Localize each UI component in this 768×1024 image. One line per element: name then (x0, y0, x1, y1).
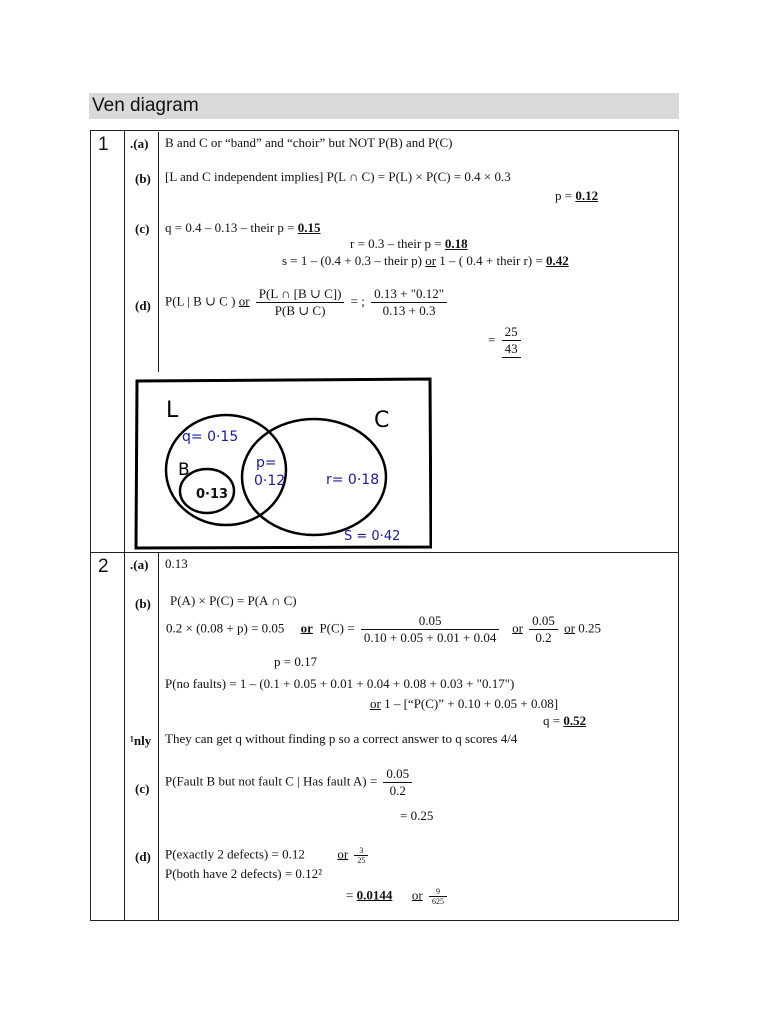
page-title: Ven diagram (89, 93, 679, 119)
table-right-border (678, 130, 679, 920)
or-word: or (411, 887, 423, 903)
answer-2b-line6 (543, 713, 586, 729)
fraction-denominator: 625 (431, 897, 444, 906)
answer-1b: [L and C independent implies] P(L ∩ C) = P(L) × P(C) = 0.4 × 0.3 (165, 169, 511, 184)
answer-2a: 0.13 (165, 556, 188, 571)
part-label-1c: (c) (135, 221, 150, 236)
fraction-denominator: 0.2 (389, 783, 406, 798)
fraction-2c (383, 766, 412, 799)
venn-value-inner: 0·13 (196, 487, 229, 502)
answer-2d-line1 (165, 846, 371, 865)
fraction-numerator: 0.13 + "0.12" (371, 286, 447, 303)
answer-1c-line2 (350, 236, 468, 252)
fraction-numerator: 0.05 (361, 613, 500, 630)
part-label-2b: (b) (135, 596, 151, 611)
note-text: They can get q without finding p so a correct answer to q scores 4/4 (165, 731, 518, 746)
table-bottom-border (90, 920, 679, 921)
pc-value: 0.25 (578, 620, 602, 636)
venn-value-r: r= 0·18 (326, 472, 380, 488)
fraction-numeric (371, 286, 447, 319)
or-word: or (370, 696, 381, 711)
column-divider (124, 130, 125, 920)
r-expression: r = 0.3 – their p = (350, 236, 445, 251)
fraction-small (354, 846, 368, 865)
part-label-1a: .(a) (130, 136, 149, 151)
alt-expression: 1 – [“P(C)” + 0.10 + 0.05 + 0.08] (380, 696, 559, 711)
answer-1c-line1 (165, 220, 321, 236)
equals-sign: = (346, 887, 357, 903)
q-value: 0.52 (563, 713, 587, 728)
q-expression: q = (543, 713, 564, 728)
question-number-1: 1 (98, 134, 109, 155)
answer-1d-result (488, 324, 524, 358)
q-value: 0.15 (297, 220, 321, 235)
part-label-2a: .(a) (130, 557, 149, 572)
conditional-prob: P(Fault B but not fault C | Has fault A) = (165, 773, 378, 789)
conditional-prob: P(L | B ∪ C ) (165, 293, 239, 309)
venn-label-C: C (374, 408, 390, 433)
or-word: or (300, 620, 313, 636)
venn-label-L: L (166, 398, 179, 423)
answer-1b-result (555, 188, 598, 204)
fraction-numerator: 25 (502, 324, 521, 341)
answer-2c-line2: = 0.25 (400, 808, 434, 823)
s-expression-b: 1 – ( 0.4 + their r) = (436, 253, 547, 268)
answer-2d-line3 (346, 887, 450, 906)
equals-sign: = (488, 331, 496, 347)
result-prefix: p = (555, 188, 576, 203)
venn-diagram (134, 377, 432, 550)
fraction-numerator: 0.05 (529, 613, 558, 630)
venn-value-p: 0·12 (254, 473, 286, 489)
fraction-alt (529, 613, 558, 646)
fraction-numerator: 0.05 (383, 766, 412, 783)
equation-p: 0.2 × (0.08 + p) = 0.05 (166, 620, 285, 636)
equals-separator: = ; (350, 293, 365, 309)
parts-divider-q2 (158, 553, 159, 920)
or-word: or (512, 620, 523, 636)
note-label: ¹nly (130, 733, 152, 748)
fraction-general (256, 286, 345, 319)
fraction-numerator: P(L ∩ [B ∪ C]) (256, 286, 345, 303)
fraction-answer (502, 324, 521, 358)
q-expression: q = 0.4 – 0.13 – their p = (165, 220, 298, 235)
final-value: 0.0144 (356, 887, 393, 903)
answer-2b-line5 (370, 696, 558, 712)
fraction-denominator: 25 (357, 856, 366, 865)
question-number-2: 2 (98, 556, 109, 577)
fraction-small (429, 887, 447, 906)
venn-value-p-label: p= (256, 455, 277, 471)
or-word: or (238, 293, 250, 309)
fraction-pc (361, 613, 500, 646)
part-label-1d: (d) (135, 298, 151, 313)
answer-1a: B and C or “band” and “choir” but NOT P(B) and P(C) (165, 135, 453, 150)
answer-2b-line3: p = 0.17 (274, 654, 318, 669)
r-value: 0.18 (444, 236, 468, 251)
fraction-denominator: P(B ∪ C) (274, 303, 326, 318)
answer-1c-line3 (282, 253, 569, 269)
venn-value-q: q= 0·15 (182, 429, 239, 445)
fraction-numerator: 3 (354, 846, 368, 856)
fraction-denominator: 0.13 + 0.3 (382, 303, 436, 318)
or-word: or (425, 253, 437, 268)
result-value: 0.12 (575, 188, 599, 203)
venn-label-B: B (178, 460, 190, 480)
answer-2d-line2: P(both have 2 defects) = 0.12² (165, 866, 323, 881)
row-divider (90, 552, 679, 553)
or-word: or (564, 620, 576, 636)
part-label-2d: (d) (135, 849, 151, 864)
part-label-1b: (b) (135, 171, 151, 186)
fraction-denominator: 0.2 (535, 630, 552, 645)
exactly-two-defects: P(exactly 2 defects) = 0.12 (165, 846, 305, 862)
part-label-2c: (c) (135, 781, 150, 796)
table-top-border (90, 130, 678, 131)
answer-2b-line4: P(no faults) = 1 – (0.1 + 0.05 + 0.01 + 0.04 + 0.08 + 0.03 + "0.17") (165, 676, 515, 691)
answer-1d-line1 (165, 286, 450, 319)
fraction-denominator: 0.10 + 0.05 + 0.01 + 0.04 (363, 630, 497, 645)
answer-2c-line1 (165, 766, 415, 799)
or-word: or (337, 846, 349, 862)
answer-2b-line1: P(A) × P(C) = P(A ∩ C) (170, 593, 297, 608)
fraction-numerator: 9 (429, 887, 447, 897)
s-expression-a: s = 1 – (0.4 + 0.3 – their p) (282, 253, 426, 268)
pc-expression: P(C) = (319, 620, 355, 636)
answer-2b-line2 (166, 613, 601, 646)
s-value: 0.42 (546, 253, 569, 268)
venn-value-s: S = 0·42 (344, 529, 401, 544)
parts-divider-q1 (158, 132, 159, 372)
table-left-border (90, 130, 91, 920)
fraction-denominator: 43 (502, 341, 521, 358)
